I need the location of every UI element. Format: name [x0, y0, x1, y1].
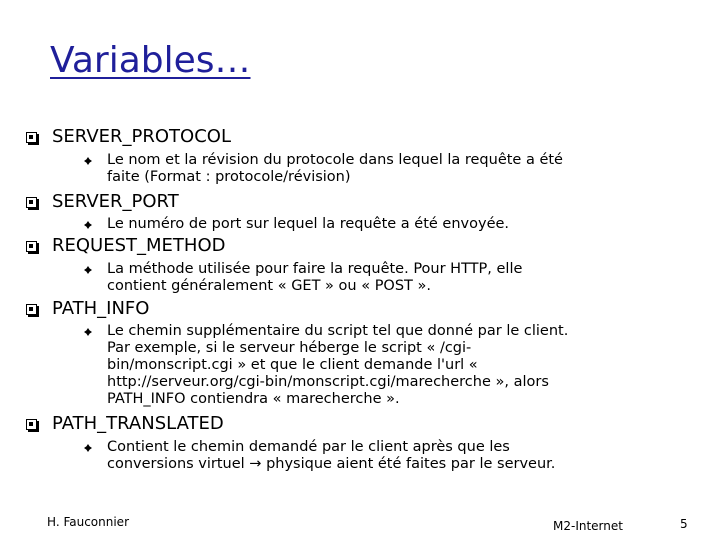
bullet-detail: Le numéro de port sur lequel la requête a été envoyée.	[107, 216, 510, 232]
q-square-bullet-icon	[26, 304, 37, 315]
bullet-server-port	[26, 191, 179, 213]
bullet-detail: La méthode utilisée pour faire la requête. Pour HTTP, elle contient généralement « GET » ou « POST ».	[107, 261, 523, 294]
bullet-heading: PATH_INFO	[52, 298, 150, 319]
bullet-path-info	[26, 298, 149, 320]
diamond-bullet-icon	[84, 157, 92, 165]
bullet-server-protocol	[26, 126, 231, 148]
q-square-bullet-icon	[26, 132, 37, 143]
footer-page-number: 5	[680, 517, 688, 531]
bullet-detail: Le chemin supplémentaire du script tel que donné par le client. Par exemple, si le serveur héberge le script « /cgi- bin/monscript.cgi » et que le client demande l'url « http://serveur.org/cgi-bin/monscript.cgi/marecherche », alors PATH_INFO contiendra « marecherche ».	[107, 323, 569, 407]
bullet-request-method	[26, 235, 225, 257]
bullet-heading: PATH_TRANSLATED	[52, 413, 224, 434]
diamond-bullet-icon	[84, 328, 92, 336]
bullet-heading: SERVER_PORT	[52, 191, 179, 212]
bullet-detail: Contient le chemin demandé par le client après que les conversions virtuel → physique aient été faites par le serveur.	[107, 439, 556, 472]
q-square-bullet-icon	[26, 419, 37, 430]
sub-bullet-request-method	[84, 261, 522, 295]
sub-bullet-server-port	[84, 216, 509, 233]
bullet-heading: REQUEST_METHOD	[52, 235, 226, 256]
diamond-bullet-icon	[84, 266, 92, 274]
footer-course: M2-Internet	[553, 519, 623, 533]
slide-title: Variables…	[50, 40, 251, 81]
sub-bullet-server-protocol	[84, 152, 563, 186]
diamond-bullet-icon	[84, 221, 92, 229]
sub-bullet-path-translated	[84, 439, 555, 473]
q-square-bullet-icon	[26, 197, 37, 208]
bullet-path-translated	[26, 413, 224, 435]
bullet-heading: SERVER_PROTOCOL	[52, 126, 231, 147]
bullet-detail: Le nom et la révision du protocole dans lequel la requête a été faite (Format : protocole/révision)	[107, 152, 563, 185]
footer-author: H. Fauconnier	[47, 515, 130, 529]
sub-bullet-path-info	[84, 323, 568, 408]
q-square-bullet-icon	[26, 241, 37, 252]
diamond-bullet-icon	[84, 444, 92, 452]
